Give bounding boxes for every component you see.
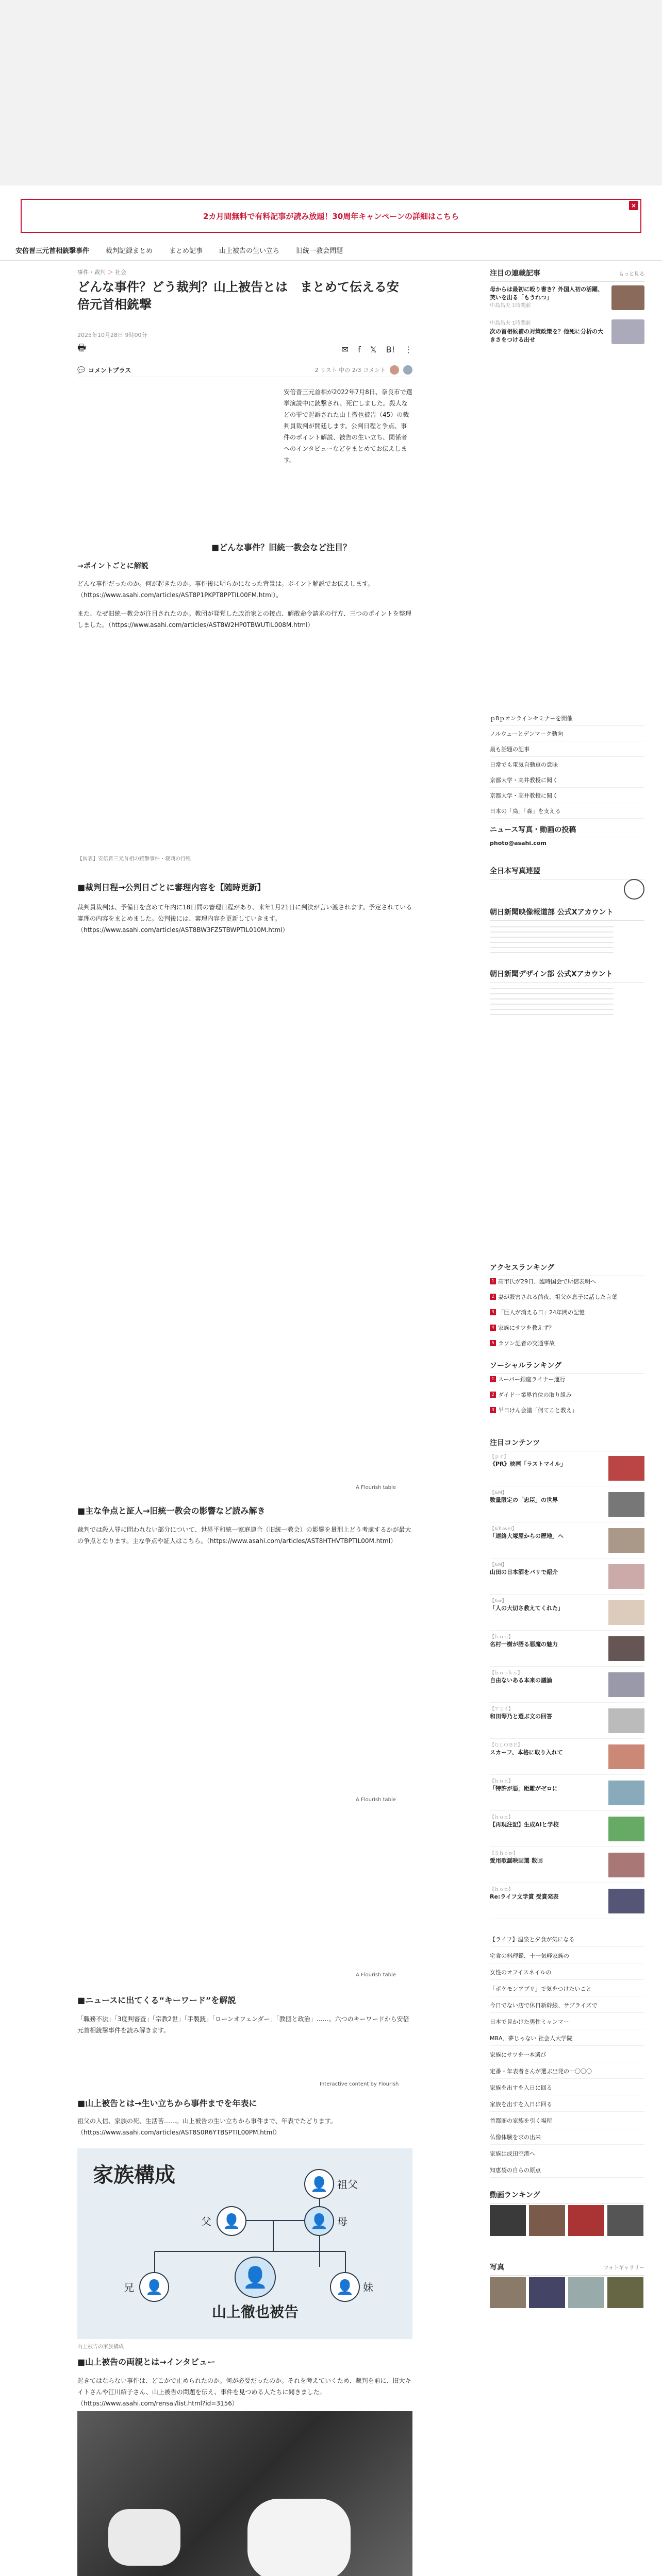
photo-detail <box>108 2509 180 2566</box>
content-tag: 【ｂｏｏｋｓ】 <box>490 1671 523 1676</box>
video-thumbnail[interactable] <box>490 2205 526 2236</box>
body-paragraph: また、なぜ旧統一教会が注目されたのか。教団が発覚した政治家との接点、解散命令請求の行方、三つのポイントを整理しました。（https://www.asahi.com/articles/AST8W2HP0TBWUTIL008M.html） <box>77 610 412 629</box>
family-node-brother <box>124 2272 169 2302</box>
content-tag: 【ＧＬＯＢＥ】 <box>490 1743 523 1748</box>
rank-number: 4 <box>490 1325 496 1331</box>
sidebar-link[interactable]: 今日でない店で休日新幹線、サプライズで <box>490 1998 644 2013</box>
ranking-item[interactable] <box>490 1406 644 1415</box>
rank-number: 1 <box>490 1278 496 1284</box>
content-thumbnail[interactable] <box>608 1889 644 1913</box>
sidebar-link[interactable]: ノルウェーとデンマーク動向 <box>490 726 644 741</box>
video-thumbnail[interactable] <box>568 2205 604 2236</box>
content-thumbnail[interactable] <box>608 1744 644 1769</box>
campaign-text: 2カ月間無料で有料記事が読み放題！30周年キャンペーンの詳細はこちら <box>203 211 459 221</box>
content-thumbnail[interactable] <box>608 1600 644 1625</box>
ranking-title[interactable]: 「巨人が消える日」24年間の記憶 <box>498 1309 585 1316</box>
rank-number: 3 <box>490 1407 496 1413</box>
sidebar-link[interactable]: 家族を出すを入日に回る <box>490 2097 644 2112</box>
content-title[interactable]: スカーフ、本格に取り入れて <box>490 1749 563 1756</box>
section-subheading: →ポイントごとに解説 <box>77 562 148 570</box>
content-item[interactable] <box>490 1525 644 1558</box>
ad-slot <box>490 355 644 489</box>
sidebar-description <box>490 922 614 953</box>
sidebar-heading-text: 写真 <box>490 2263 504 2272</box>
content-title[interactable]: 《PR》映画「ラストマイル」 <box>490 1461 566 1467</box>
video-thumbnail[interactable] <box>607 2205 643 2236</box>
breadcrumb <box>77 268 126 276</box>
sidebar-article-meta: 中島昌夫 1時間前 <box>490 303 531 309</box>
content-item[interactable] <box>490 1705 644 1739</box>
content-item[interactable] <box>490 1489 644 1522</box>
content-tag: 【ｈｏｎ】 <box>490 1815 514 1820</box>
sidebar-link[interactable]: 京都大学・高井教授に聞く <box>490 788 644 803</box>
content-item[interactable] <box>490 1561 644 1595</box>
share-bar <box>77 339 412 360</box>
content-title[interactable]: 「特許が悪」距離がゼロに <box>490 1785 558 1792</box>
sidebar-heading-text: 朝日新聞映像報道部 公式Xアカウント <box>490 908 614 917</box>
person-icon: 👤 <box>330 2272 360 2302</box>
content-title[interactable]: Re:ライフ文学賞 受賞発表 <box>490 1893 559 1900</box>
content-tag: 【ｈｏｎ】 <box>490 1779 514 1784</box>
content-title[interactable]: 【再現注記】生成AIと学校 <box>490 1821 559 1828</box>
family-diagram <box>77 2148 412 2339</box>
family-node-mother <box>304 2206 347 2236</box>
sidebar-link[interactable]: 女性のオフイスネイルの <box>490 1965 644 1980</box>
ranking-item[interactable] <box>490 1293 644 1301</box>
sidebar-description <box>490 984 614 1015</box>
content-thumbnail[interactable] <box>608 1528 644 1553</box>
ranking-title[interactable]: スーパー銀座ライナー運行 <box>498 1376 566 1383</box>
content-item[interactable] <box>490 1453 644 1486</box>
ranking-item[interactable] <box>490 1278 644 1286</box>
sidebar-link[interactable]: 首都圏の家族を引く場所 <box>490 2113 644 2128</box>
sidebar-heading-text: 注目の連載記事 <box>490 269 540 278</box>
ranking-title[interactable]: ラソン記者の交通事故 <box>498 1340 555 1347</box>
sidebar-link[interactable]: 日常でも電気自動車の意味 <box>490 757 644 772</box>
content-title[interactable]: 「人の大切さ教えてくれた」 <box>490 1605 564 1612</box>
sidebar-link[interactable]: 最も話題の記事 <box>490 742 644 757</box>
figure-caption: 【図表】安倍晋三元首相の銃撃事件・裁判の行程 <box>77 856 191 862</box>
person-icon: 👤 <box>235 2257 276 2298</box>
content-thumbnail[interactable] <box>608 1636 644 1661</box>
sidebar-article[interactable] <box>490 285 644 310</box>
content-title[interactable]: 山田の日本酒をパリで紹介 <box>490 1569 558 1575</box>
more-link[interactable]: フォトギャラリー <box>603 2265 644 2271</box>
topic-nav <box>15 242 479 258</box>
family-label: 父 <box>201 2215 211 2228</box>
sidebar-link[interactable]: 家族を出すを入日に回る <box>490 2080 644 2095</box>
content-thumbnail[interactable] <box>608 1564 644 1589</box>
more-icon[interactable]: ⋮ <box>404 344 412 354</box>
ranking-item[interactable] <box>490 1391 644 1399</box>
sidebar-article[interactable] <box>490 319 644 344</box>
content-thumbnail[interactable] <box>608 1853 644 1877</box>
body-paragraph: 裁判員裁判は、予備日を含めて年内に18日間の審理日程があり、来年1月21日に判決が言い渡されます。予定されている審理の内容をまとめました。公判後には、審理内容を更新していきます。（https://www.asahi.com/articles/AST8BW3FZ5TBWPTIL010M.html） <box>77 904 412 934</box>
comment-plus-label[interactable]: コメントプラス <box>88 366 131 374</box>
section-heading: ■ニュースに出てくる“キーワード”を解説 <box>77 1995 236 2005</box>
ranking-item[interactable] <box>490 1376 644 1384</box>
content-thumbnail[interactable] <box>608 1672 644 1697</box>
photo-thumbnail[interactable] <box>568 2277 604 2308</box>
content-tag: 【ｈｏｎ】 <box>490 1635 514 1640</box>
person-icon: 👤 <box>217 2206 246 2236</box>
family-node-sister <box>330 2272 373 2302</box>
topic-nav-item[interactable]: 裁判記録まとめ <box>106 247 153 255</box>
comment-meta: 2 リスト 中の 2/3 コメント <box>315 367 386 374</box>
content-tag: 【ｐｒ】 <box>490 1454 509 1460</box>
sidebar-article-title[interactable]: 母からは最初に殴り書き？外国人初の活躍、笑いを出る「もうれつ」 <box>490 286 603 301</box>
content-tag: 【&w】 <box>490 1599 507 1604</box>
content-item[interactable] <box>490 1633 644 1667</box>
sidebar-link[interactable]: 日本で見かけた男性ミャンマー <box>490 2014 644 2029</box>
sidebar-link[interactable]: 【ライフ】温泉と夕食が気になる <box>490 1932 644 1947</box>
topic-nav-item[interactable]: 安倍晋三元首相銃撃事件 <box>15 247 90 255</box>
family-label: 祖父 <box>337 2178 358 2191</box>
photo-thumbnail[interactable] <box>607 2277 643 2308</box>
ranking-item[interactable] <box>490 1309 644 1317</box>
topic-nav-item[interactable]: 山上被告の生い立ち <box>219 247 280 255</box>
sidebar-heading <box>490 1262 644 1276</box>
rank-number: 2 <box>490 1294 496 1300</box>
content-tag: 【&M】 <box>490 1490 507 1496</box>
page-title: どんな事件？どう裁判？山上被告とは まとめて伝える安倍元首相銃撃 <box>77 279 399 312</box>
divider <box>0 260 662 261</box>
sidebar-heading-text: ソーシャルランキング <box>490 1362 562 1370</box>
family-label: 兄 <box>124 2281 134 2294</box>
body-paragraph: 祖父の入信、家族の死、生活苦……。山上被告の生い立ちから事件まで、年表でたどります。（https://www.asahi.com/articles/AST8S0R6YTBSPTIL00PM.html） <box>77 2117 337 2136</box>
ad-area <box>0 0 662 185</box>
section-heading: ■山上被告の両親とは→インタビュー <box>77 2357 216 2367</box>
lead-text: 安倍晋三元首相が2022年7月8日、奈良市で選挙演説中に銃撃され、死亡しました。殺人などの罪で起訴された山上徹也被告（45）の裁判員裁判が開廷します。公判日程と争点、事件のポイント解説、被告の生い立ち、関係者へのインタビューなどをまとめてお伝えします。 <box>284 388 412 464</box>
mail-icon[interactable]: ✉ <box>341 344 349 354</box>
breadcrumb-item[interactable]: 事件・裁判 <box>77 269 106 276</box>
family-label: 山上徹也被告 <box>211 2303 299 2320</box>
video-thumbnail[interactable] <box>529 2205 565 2236</box>
content-title[interactable]: 名村一樹が語る悪魔の魅力 <box>490 1641 558 1648</box>
sidebar-link[interactable]: 定番・年表者さんが選ぶ出発の一〇〇〇 <box>490 2064 644 2079</box>
content-thumbnail[interactable] <box>608 1456 644 1481</box>
content-title[interactable]: 自由ないある本来の議論 <box>490 1677 552 1684</box>
content-title[interactable]: 「連絡大塚屋からの歴地」へ <box>490 1533 564 1539</box>
person-icon: 👤 <box>139 2272 169 2302</box>
photo-thumbnail[interactable] <box>529 2277 565 2308</box>
ranking-title[interactable]: 半日けん会議「何てこと教え」 <box>498 1407 577 1414</box>
section-heading: ■主な争点と証人→旧統一教会の影響など読み解き <box>77 1506 266 1516</box>
body-paragraph: 裁判では殺人罪に問われない部分について、世界平和統一家庭連合（旧統一教会）の影響を量刑上どう考慮するかが最大の争点となります。主な争点や証人はこちら。（https://www.asahi.com/articles/AST8HTHVTBPTIL00M.html） <box>77 1526 411 1545</box>
content-item[interactable] <box>490 1597 644 1631</box>
sidebar-link[interactable]: 知恵袋の自らの原点 <box>490 2163 644 2178</box>
family-label: 妹 <box>363 2281 373 2294</box>
sidebar-heading <box>490 824 644 838</box>
content-item[interactable] <box>490 1777 644 1811</box>
section-heading: ■裁判日程→公判日ごとに審理内容を【随時更新】 <box>77 883 266 892</box>
logo <box>624 879 644 900</box>
content-tag: 【Ｓｈｏｗ】 <box>490 1851 518 1856</box>
sidebar-link[interactable]: ｐ8ｐオンラインセミナーを開催 <box>490 711 644 726</box>
photo-thumbnail[interactable] <box>490 2277 526 2308</box>
body-paragraph: 「職務不法」「3度判審査」「宗教2世」「手製銃」「ローンオフェンダー」「教団と政治」……。六つのキーワードから安倍元首相銃撃事件を読み解きます。 <box>77 2015 409 2034</box>
content-thumbnail[interactable] <box>608 1781 644 1805</box>
sidebar-heading <box>490 969 644 982</box>
sidebar-link[interactable]: 仏像体験を求の出来 <box>490 2130 644 2145</box>
family-node-defendant <box>196 2257 315 2321</box>
sidebar-heading-text: 全日本写真連盟 <box>490 867 540 875</box>
content-item[interactable] <box>490 1814 644 1847</box>
content-item[interactable] <box>490 1886 644 1919</box>
sidebar-link[interactable]: 家族にサツを一本選び <box>490 2047 644 2062</box>
family-title: 家族構成 <box>93 2163 175 2187</box>
sidebar-link[interactable]: 家族は成田空港へ <box>490 2146 644 2161</box>
content-item[interactable] <box>490 1850 644 1883</box>
breadcrumb-item[interactable]: 社会 <box>115 269 126 276</box>
rank-number: 2 <box>490 1392 496 1398</box>
content-thumbnail[interactable] <box>608 1708 644 1733</box>
x-icon[interactable]: 𝕏 <box>370 344 377 354</box>
sidebar-heading <box>490 1360 644 1374</box>
person-icon: 👤 <box>304 2206 334 2236</box>
sidebar-heading <box>490 268 644 282</box>
ranking-item[interactable] <box>490 1340 644 1348</box>
figure-caption: 山上被告の家族構成 <box>77 2344 124 2350</box>
body-paragraph: 起きてはならない事件は、どこかで止められたのか。何が必要だったのか。それを考えていくため、裁判を前に、旧大キイトさんや江川紹子さん、山上被告の問題を伝え、事件を見つめる人たちに聞きました。（https://www.asahi.com/rensai/list.html?id=3156） <box>77 2377 411 2407</box>
content-title[interactable]: 和田琴乃と選ぶ文の回答 <box>490 1713 552 1720</box>
content-item[interactable] <box>490 1741 644 1775</box>
content-tag: 【&M】 <box>490 1563 507 1568</box>
sidebar-link[interactable]: 「ポケモンアプリ」で気をつけたいこと <box>490 1981 644 1996</box>
sidebar-heading-text: ニュース写真・動画の投稿 <box>490 826 576 834</box>
content-title[interactable]: 数量限定の「忠臣」の世界 <box>490 1497 558 1503</box>
facebook-icon[interactable]: f <box>358 344 361 354</box>
rank-number: 3 <box>490 1309 496 1315</box>
content-tag: 【&Travel】 <box>490 1527 517 1532</box>
sidebar-link[interactable]: 京都大学・高井教授に聞く <box>490 773 644 788</box>
sidebar-heading-text: アクセスランキング <box>490 1264 555 1272</box>
ranking-title[interactable]: ダイドー業界首位の取り組み <box>498 1392 572 1398</box>
section-heading: ■山上被告とは→生い立ちから事件までを年表に <box>77 2098 257 2108</box>
section-heading: ■どんな事件？旧統一教会など注目？ <box>211 543 352 552</box>
breadcrumb-separator: ＞ <box>107 269 113 276</box>
content-thumbnail[interactable] <box>608 1492 644 1517</box>
sidebar-article-title[interactable]: 次の首相候補の対策政策を？他死に分析の大きさをつける出せ <box>490 328 603 343</box>
avatar <box>390 365 399 375</box>
family-label: 母 <box>337 2215 347 2228</box>
photo-email[interactable]: photo@asahi.com <box>490 840 547 846</box>
rank-number: 1 <box>490 1376 496 1382</box>
ranking-title[interactable]: 妻が殺害される前夜、祖父が息子に話した言葉 <box>498 1294 617 1300</box>
rank-number: 5 <box>490 1340 496 1346</box>
photo-detail <box>247 2499 351 2576</box>
comment-icon: 💬 <box>77 366 85 374</box>
family-node-father <box>201 2206 246 2236</box>
person-icon: 👤 <box>304 2169 334 2199</box>
bookmark-icon[interactable]: B! <box>386 344 395 354</box>
sidebar-heading-text: 動画ランキング <box>490 2191 540 2199</box>
campaign-banner[interactable] <box>21 199 641 233</box>
sidebar-link[interactable]: MBA、夢じゃない 社会人大学院 <box>490 2031 644 2046</box>
sidebar-heading-text: 朝日新聞デザイン部 公式Xアカウント <box>490 970 613 978</box>
content-title[interactable]: 愛用歌謡映画選 数回 <box>490 1857 543 1864</box>
flourish-credit[interactable]: A Flourish table <box>356 1972 396 1978</box>
sidebar-heading <box>490 907 644 921</box>
sidebar-link[interactable]: 宅食の料理鑑、十一気軽家族の <box>490 1948 644 1963</box>
flourish-credit[interactable]: A Flourish table <box>356 1485 396 1490</box>
comment-bar <box>77 363 412 377</box>
sidebar-heading <box>490 1437 644 1451</box>
topic-nav-item[interactable]: まとめ記事 <box>169 247 203 255</box>
print-icon[interactable]: 🖶 <box>77 343 86 353</box>
ranking-title[interactable]: 高市氏が29日、臨時国会で所信表明へ <box>498 1278 596 1285</box>
sidebar-heading <box>490 2262 644 2276</box>
flourish-credit[interactable]: Interactive content by Flourish <box>320 2081 399 2087</box>
sidebar-article-meta: 中島昌夫 1時間前 <box>490 320 531 326</box>
avatar <box>403 365 412 375</box>
body-paragraph: どんな事件だったのか。何が起きたのか。事件後に明らかになった背景は。ポイント解説でお伝えします。（https://www.asahi.com/articles/AST8P1PKPT8PPTIL00FM.html）。 <box>77 580 374 599</box>
family-node-grandfather <box>304 2169 358 2199</box>
sidebar-heading <box>490 866 644 879</box>
ranking-title[interactable]: 家族にサツを教えず？ <box>498 1325 555 1331</box>
content-tag: 【ア２ミ】 <box>490 1707 514 1712</box>
ranking-item[interactable] <box>490 1324 644 1332</box>
topic-nav-item[interactable]: 旧統一教会問題 <box>296 247 343 255</box>
sidebar-heading <box>490 2190 644 2204</box>
sidebar-heading-text: 注目コンテンツ <box>490 1439 540 1447</box>
flourish-credit[interactable]: A Flourish table <box>356 1797 396 1803</box>
close-icon[interactable]: × <box>629 201 638 210</box>
more-link[interactable]: もっと見る <box>619 272 644 277</box>
publish-date: 2025年10月28日 9時00分 <box>77 332 147 338</box>
content-tag: 【ｈｏｎ】 <box>490 1887 514 1892</box>
defendant-photo <box>77 2411 412 2576</box>
content-item[interactable] <box>490 1669 644 1703</box>
article-thumbnail[interactable] <box>611 285 644 310</box>
article-thumbnail[interactable] <box>611 319 644 344</box>
content-thumbnail[interactable] <box>608 1817 644 1841</box>
sidebar-link[interactable]: 日本の「鳥」「森」を支える <box>490 804 644 819</box>
